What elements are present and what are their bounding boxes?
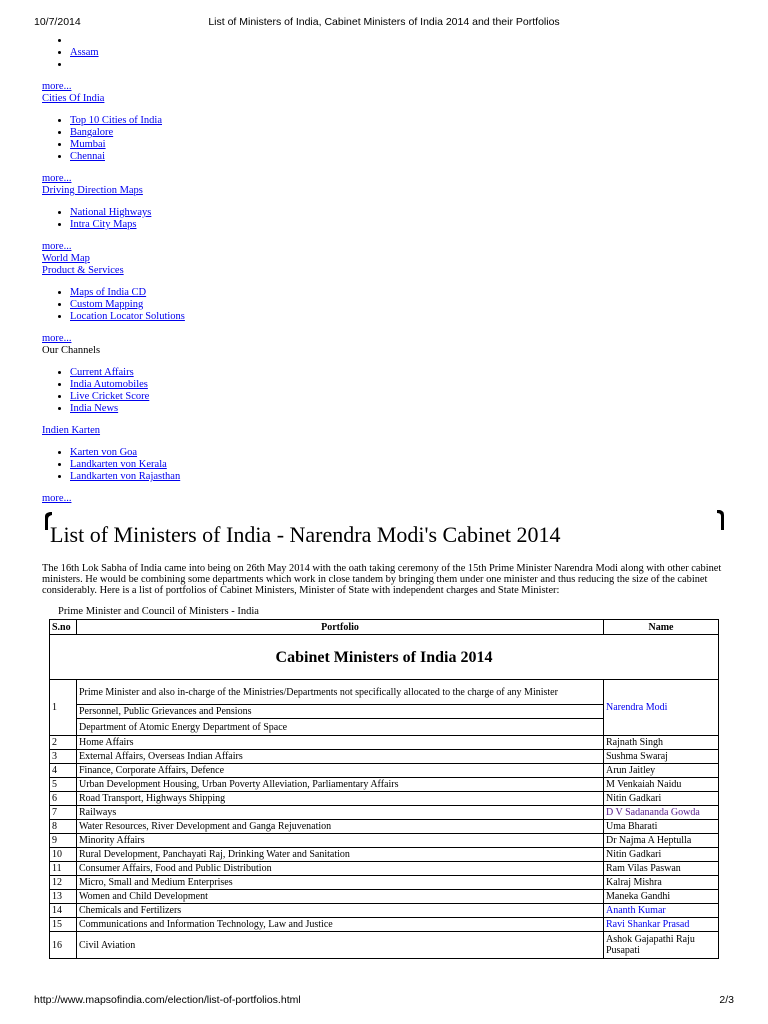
portfolio-cell: Minority Affairs [77, 834, 604, 848]
more-link[interactable]: more... [42, 241, 72, 252]
portfolio-cell: Consumer Affairs, Food and Public Distribution [77, 862, 604, 876]
portfolio-cell: Rural Development, Panchayati Raj, Drinking Water and Sanitation [77, 848, 604, 862]
sno-cell: 13 [50, 890, 77, 904]
top-list [42, 35, 342, 71]
minister-name: Kalraj Mishra [606, 877, 662, 888]
page-title: List of Ministers of India - Narendra Modi's Cabinet 2014 [50, 522, 561, 547]
sno-cell: 9 [50, 834, 77, 848]
list-item [70, 59, 342, 71]
link-assam[interactable]: Assam [70, 47, 99, 58]
name-cell [604, 890, 719, 904]
sno-cell: 6 [50, 792, 77, 806]
minister-name[interactable]: Ravi Shankar Prasad [606, 919, 690, 930]
portfolio-cell: Prime Minister and also in-charge of the Ministries/Departments not specifically allocated to the charge of any Minister [77, 680, 604, 705]
table-header-row [50, 620, 719, 635]
link-mumbai[interactable]: Mumbai [70, 139, 106, 150]
sno-cell: 11 [50, 862, 77, 876]
portfolio-cell: Women and Child Development [77, 890, 604, 904]
list-item[interactable] [70, 47, 342, 59]
minister-name: Maneka Gandhi [606, 891, 671, 902]
sno-cell: 12 [50, 876, 77, 890]
link-location-locator[interactable]: Location Locator Solutions [70, 311, 185, 322]
minister-name: Ashok Gajapathi Raju Pusapati [606, 934, 695, 956]
ministers-table [49, 619, 719, 959]
portfolio-cell: Chemicals and Fertilizers [77, 904, 604, 918]
table-row [50, 862, 719, 876]
sno-cell: 16 [50, 932, 77, 959]
link-narendra-modi[interactable]: Narendra Modi [606, 702, 668, 713]
minister-name: Dr Najma A Heptulla [606, 835, 692, 846]
driving-heading-link[interactable]: Driving Direction Maps [42, 185, 143, 196]
name-cell [604, 862, 719, 876]
minister-name: Ram Vilas Paswan [606, 863, 681, 874]
table-row [50, 764, 719, 778]
table-row [50, 778, 719, 792]
table-row [50, 792, 719, 806]
print-footer [34, 994, 734, 1008]
sno-cell: 3 [50, 750, 77, 764]
link-live-cricket[interactable]: Live Cricket Score [70, 391, 150, 402]
name-cell [604, 764, 719, 778]
table-row [50, 918, 719, 932]
link-bangalore[interactable]: Bangalore [70, 127, 114, 138]
link-national-highways[interactable]: National Highways [70, 207, 152, 218]
sno-cell: 5 [50, 778, 77, 792]
name-cell [604, 932, 719, 959]
portfolio-cell: Urban Development Housing, Urban Poverty Alleviation, Parliamentary Affairs [77, 778, 604, 792]
name-cell[interactable] [604, 904, 719, 918]
cities-list [42, 115, 342, 163]
link-maps-cd[interactable]: Maps of India CD [70, 287, 147, 298]
name-cell [604, 820, 719, 834]
portfolio-cell: Civil Aviation [77, 932, 604, 959]
portfolio-cell: Department of Atomic Energy Department of Space [77, 719, 604, 736]
minister-name: Uma Bharati [606, 821, 658, 832]
sno-cell: 15 [50, 918, 77, 932]
name-cell [604, 778, 719, 792]
table-row [50, 736, 719, 750]
link-india-automobiles[interactable]: India Automobiles [70, 379, 148, 390]
minister-name: M Venkaiah Naidu [606, 779, 682, 790]
portfolio-cell: External Affairs, Overseas Indian Affairs [77, 750, 604, 764]
world-map-link[interactable]: World Map [42, 253, 90, 264]
print-title: List of Ministers of India, Cabinet Ministers of India 2014 and their Portfolios [208, 16, 560, 28]
table-row [50, 820, 719, 834]
sno-cell: 14 [50, 904, 77, 918]
minister-name: Nitin Gadkari [606, 793, 662, 804]
print-header [34, 16, 734, 30]
minister-name: Rajnath Singh [606, 737, 663, 748]
link-karten-goa[interactable]: Karten von Goa [70, 447, 138, 458]
intro-paragraph: The 16th Lok Sabha of India came into being on 26th May 2014 with the oath taking ceremony of the 15th Prime Minister Narendra Modi along with other cabinet ministers. He would be combining some departments which work in close tandem by bringing them under one minister and thus reducing the size of the cabinet considerably. Here is a list of portfolios of Cabinet Ministers, Minister of State with independent charges and State Minister: [42, 563, 722, 596]
portfolio-cell: Road Transport, Highways Shipping [77, 792, 604, 806]
col-portfolio-header: Portfolio [77, 620, 604, 635]
minister-name: Arun Jaitley [606, 765, 656, 776]
portfolio-cell: Finance, Corporate Affairs, Defence [77, 764, 604, 778]
minister-name: Nitin Gadkari [606, 849, 662, 860]
table-row [50, 848, 719, 862]
link-custom-mapping[interactable]: Custom Mapping [70, 299, 144, 310]
table-row [50, 834, 719, 848]
portfolio-cell: Railways [77, 806, 604, 820]
section-title: Cabinet Ministers of India 2014 [50, 635, 719, 680]
minister-name: Sushma Swaraj [606, 751, 668, 762]
table-caption: Prime Minister and Council of Ministers - India [58, 606, 259, 617]
name-cell [604, 848, 719, 862]
table-row [50, 876, 719, 890]
col-name-header: Name [604, 620, 719, 635]
cities-heading-link[interactable]: Cities Of India [42, 93, 105, 104]
channels-list [42, 367, 342, 415]
more-link[interactable]: more... [42, 333, 72, 344]
sno-cell: 4 [50, 764, 77, 778]
link-india-news[interactable]: India News [70, 403, 119, 414]
more-link[interactable]: more... [42, 173, 72, 184]
heading-corner-right-icon [717, 510, 725, 530]
sno-cell: 8 [50, 820, 77, 834]
name-cell [604, 834, 719, 848]
portfolio-cell: Personnel, Public Grievances and Pensions [77, 705, 604, 719]
link-current-affairs[interactable]: Current Affairs [70, 367, 134, 378]
karten-list [42, 447, 342, 483]
name-cell [604, 876, 719, 890]
name-cell [604, 792, 719, 806]
portfolio-cell: Water Resources, River Development and Ganga Rejuvenation [77, 820, 604, 834]
name-cell [604, 750, 719, 764]
name-cell[interactable] [604, 806, 719, 820]
list-item [70, 35, 342, 47]
link-karten-kerala[interactable]: Landkarten von Kerala [70, 459, 167, 470]
portfolio-cell: Communications and Information Technology, Law and Justice [77, 918, 604, 932]
sno-cell: 7 [50, 806, 77, 820]
link-intra-city-maps[interactable]: Intra City Maps [70, 219, 137, 230]
minister-name[interactable]: D V Sadananda Gowda [606, 807, 700, 818]
products-list [42, 287, 342, 323]
section-row [50, 635, 719, 680]
channels-heading: Our Channels [42, 345, 101, 356]
sno-cell: 10 [50, 848, 77, 862]
name-cell [604, 736, 719, 750]
col-sno-header: S.no [50, 620, 77, 635]
table-row [50, 932, 719, 959]
link-karten-rajasthan[interactable]: Landkarten von Rajasthan [70, 471, 181, 482]
table-row [50, 806, 719, 820]
table-row [50, 904, 719, 918]
print-date: 10/7/2014 [34, 16, 81, 28]
portfolio-cell: Home Affairs [77, 736, 604, 750]
minister-name[interactable]: Ananth Kumar [606, 905, 666, 916]
name-cell[interactable] [604, 680, 719, 736]
more-link[interactable]: more... [42, 81, 72, 92]
karten-heading-link[interactable]: Indien Karten [42, 425, 101, 436]
sno-cell: 2 [50, 736, 77, 750]
name-cell[interactable] [604, 918, 719, 932]
print-url: http://www.mapsofindia.com/election/list-of-portfolios.html [34, 994, 301, 1006]
link-chennai[interactable]: Chennai [70, 151, 105, 162]
nav-links [42, 35, 342, 505]
sno-cell: 1 [50, 680, 77, 736]
table-row [50, 680, 719, 705]
portfolio-cell: Micro, Small and Medium Enterprises [77, 876, 604, 890]
product-heading-link[interactable]: Product & Services [42, 265, 124, 276]
more-link[interactable]: more... [42, 493, 72, 504]
page-number: 2/3 [719, 994, 734, 1006]
table-row [50, 750, 719, 764]
table-row [50, 890, 719, 904]
driving-list [42, 207, 342, 231]
link-top-cities[interactable]: Top 10 Cities of India [70, 115, 163, 126]
